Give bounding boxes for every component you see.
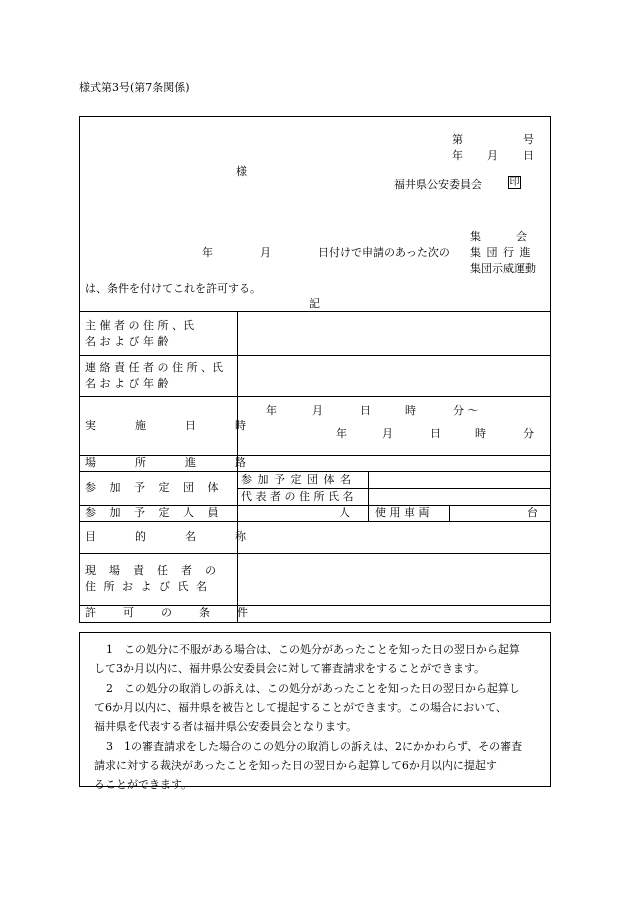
- liaison-label-line2: 名 お よ び 年 齢: [85, 377, 169, 390]
- dt1-minute: 分 ～: [453, 404, 479, 417]
- groups-label: 参 加 予 定 団 体: [85, 481, 224, 494]
- issuer-name: 福井県公安委員会: [394, 178, 482, 191]
- participants-label: 参 加 予 定 人 員: [85, 506, 224, 519]
- dt2-minute: 分: [523, 427, 534, 440]
- group-name-field[interactable]: [369, 472, 550, 487]
- onsite-label-line1: 現 場 責 任 者 の: [85, 564, 217, 577]
- application-year: 年: [202, 246, 213, 259]
- note-1-line1: 1 この処分に不服がある場合は、この処分があったことを知った日の翌日から起算: [106, 643, 520, 656]
- note-2-line1: 2 この処分の取消しの訴えは、この処分があったことを知った日の翌日から起算し: [106, 682, 520, 695]
- date-month: 月: [487, 149, 498, 162]
- representative-field[interactable]: [369, 489, 550, 504]
- dt1-day: 日: [360, 404, 371, 417]
- dt1-year: 年: [266, 404, 277, 417]
- onsite-field[interactable]: [238, 554, 550, 604]
- liaison-label-line1: 連 絡 責 任 者 の 住 所 、氏: [85, 361, 223, 374]
- route-label: 場 所 進 路: [85, 456, 260, 469]
- datetime-label: 実 施 日 時: [85, 419, 260, 432]
- note-1-line2: して3か月以内に、福井県公安委員会に対して審査請求をすることができます。: [94, 662, 486, 675]
- number-prefix: 第: [452, 133, 463, 146]
- group-name-label: 参 加 予 定 団 体 名: [241, 473, 352, 486]
- type-parade: 集 団 行 進: [470, 246, 532, 259]
- purpose-field[interactable]: [238, 522, 550, 552]
- conditions-label: 許 可 の 条 件: [85, 606, 256, 619]
- application-text: 日付けで申請のあった次の: [318, 246, 450, 259]
- representative-label: 代 表 者 の 住 所 氏 名: [241, 490, 354, 503]
- conditions-field[interactable]: [238, 606, 550, 621]
- note-3-line3: ることができます。: [94, 778, 193, 791]
- organizer-field[interactable]: [238, 312, 550, 354]
- dt1-hour: 時: [405, 404, 416, 417]
- dt1-month: 月: [312, 404, 323, 417]
- number-suffix: 号: [523, 133, 534, 146]
- application-month: 月: [260, 246, 271, 259]
- dt2-day: 日: [430, 427, 441, 440]
- date-day: 日: [523, 149, 534, 162]
- ki-label: 記: [309, 297, 320, 310]
- note-3-line2: 請求に対する裁決があったことを知った日の翌日から起算して6か月以内に提起す: [94, 759, 497, 772]
- note-3-line1: 3 1の審査請求をした場合のこの処分の取消しの訴えは、2にかかわらず、その審査: [106, 740, 523, 753]
- addressee-suffix: 様: [236, 165, 247, 178]
- note-2-line3: 福井県を代表する者は福井県公安委員会となります。: [94, 720, 358, 733]
- organizer-label-line1: 主 催 者 の 住 所 、氏: [85, 319, 194, 332]
- liaison-field[interactable]: [238, 356, 550, 395]
- onsite-label-line2: 住 所 お よ び 氏 名: [85, 580, 209, 593]
- dt2-hour: 時: [475, 427, 486, 440]
- permission-statement: は、条件を付けてこれを許可する。: [85, 282, 261, 295]
- type-assembly: 集 会: [470, 230, 528, 243]
- type-demonstration: 集団示威運動: [470, 262, 536, 275]
- date-year: 年: [452, 149, 463, 162]
- participants-unit: 人: [339, 506, 350, 519]
- form-title: 様式第3号(第7条関係): [79, 81, 190, 94]
- dt2-month: 月: [382, 427, 393, 440]
- purpose-label: 目 的 名 称: [85, 530, 260, 543]
- vehicles-unit: 台: [527, 506, 538, 519]
- route-field[interactable]: [238, 456, 550, 470]
- dt2-year: 年: [336, 427, 347, 440]
- seal-mark: 印: [509, 177, 520, 188]
- vehicles-label: 使 用 車 両: [375, 506, 430, 519]
- organizer-label-line2: 名 お よ び 年 齢: [85, 335, 169, 348]
- note-2-line2: て6か月以内に、福井県を被告として提起することができます。この場合において、: [94, 701, 507, 714]
